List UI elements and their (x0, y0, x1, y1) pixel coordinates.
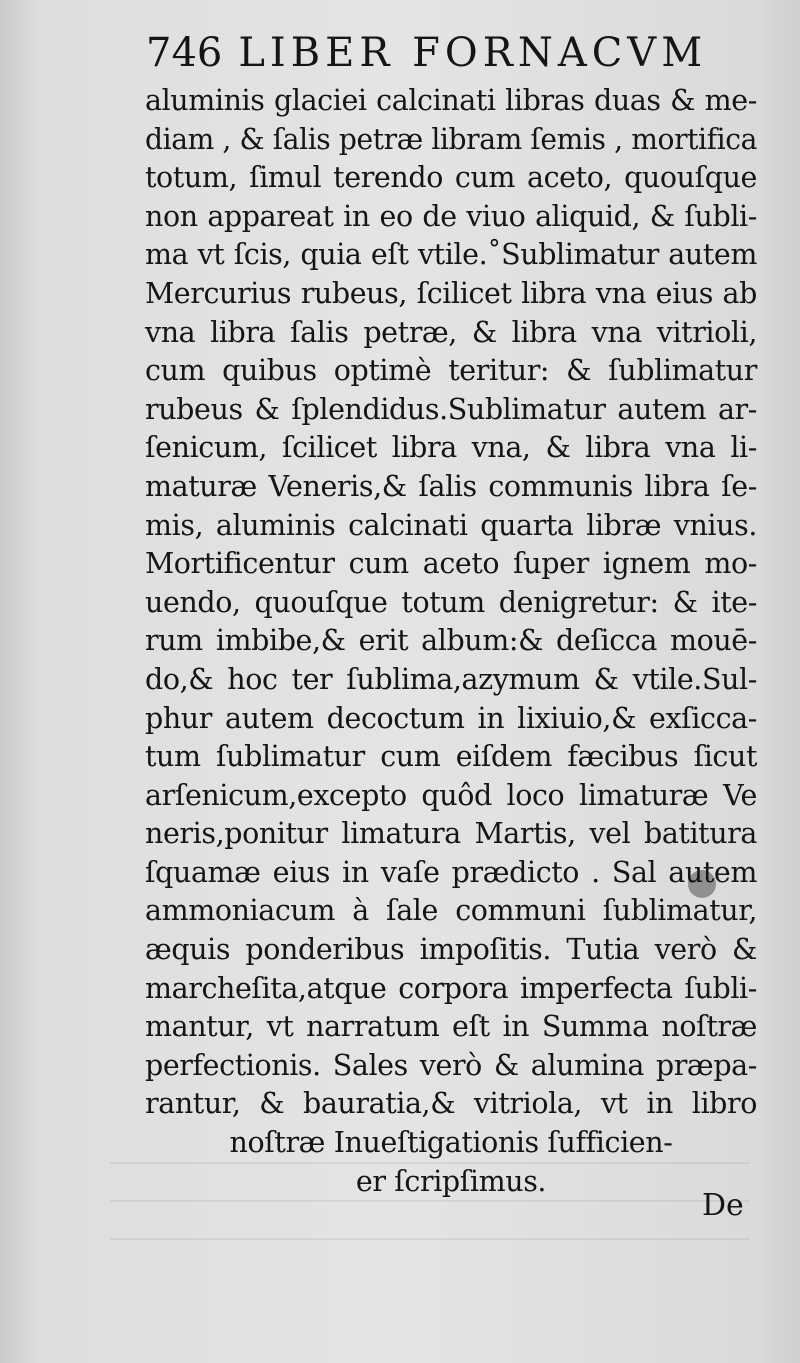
text-line: ſenicum, ſcilicet libra vna, & libra vna li- (145, 431, 757, 465)
text-line: rum imbibe,& erit album:& deſicca mouē- (145, 624, 757, 658)
page-number: 746 (146, 30, 223, 76)
text-line: tum ſublimatur cum eiſdem fæcibus ſicut (145, 740, 757, 774)
text-line: do,& hoc ter ſublima,azymum & vtile.Sul- (145, 662, 757, 696)
text-line: æquis ponderibus impoſitis. Tutia verò & (145, 933, 757, 967)
text-line: ma vt ſcis, quia eſt vtile.˚Sublimatur autem (145, 238, 757, 272)
text-line: er ſcripſimus. (355, 1164, 547, 1198)
running-title: LIBER FORNACVM (238, 30, 708, 76)
text-line: rubeus & ſplendidus.Sublimatur autem ar- (145, 392, 757, 426)
text-line: diam , & ſalis petræ libram ſemis , mortifica (145, 122, 757, 156)
text-line: cum quibus optimè teritur: & ſublimatur (145, 354, 757, 388)
text-line: perfectionis. Sales verò & alumina præpa- (145, 1048, 757, 1082)
text-line: noſtræ Inueſtigationis ſufficien- (229, 1126, 673, 1160)
text-line: phur autem decoctum in lixiuio,& exſicca- (145, 701, 757, 735)
text-line: uendo, quouſque totum denigretur: & ite- (145, 585, 757, 619)
text-line: Mortificentur cum aceto ſuper ignem mo- (145, 547, 757, 581)
text-block (145, 82, 757, 1201)
text-line: Mercurius rubeus, ſcilicet libra vna eius ab (145, 276, 757, 310)
text-line: arſenicum,excepto quôd loco limaturæ Ve (145, 778, 757, 812)
catchword: De (702, 1188, 744, 1223)
text-line: non appareat in eo de viuo aliquid, & ſubli- (145, 199, 757, 233)
text-line: ſquamæ eius in vaſe prædicto . Sal autem (145, 855, 757, 889)
text-line: marcheſita,atque corpora imperfecta ſubli- (145, 971, 757, 1005)
text-line: ammoniacum à ſale communi ſublimatur, (145, 894, 757, 928)
text-line: neris,ponitur limatura Martis, vel batitura (145, 817, 757, 851)
page-header (146, 30, 746, 86)
text-line: mis, aluminis calcinati quarta libræ vnius. (145, 508, 757, 542)
text-line: rantur, & bauratia,& vitriola, vt in libro (145, 1087, 757, 1121)
text-line: vna libra ſalis petræ, & libra vna vitrioli, (145, 315, 757, 349)
text-line: mantur, vt narratum eſt in Summa noſtræ (145, 1010, 757, 1044)
text-line: maturæ Veneris,& ſalis communis libra ſe- (145, 469, 757, 503)
text-line: totum, ſimul terendo cum aceto, quouſque (145, 161, 757, 195)
text-line: aluminis glaciei calcinati libras duas & me- (145, 84, 757, 117)
